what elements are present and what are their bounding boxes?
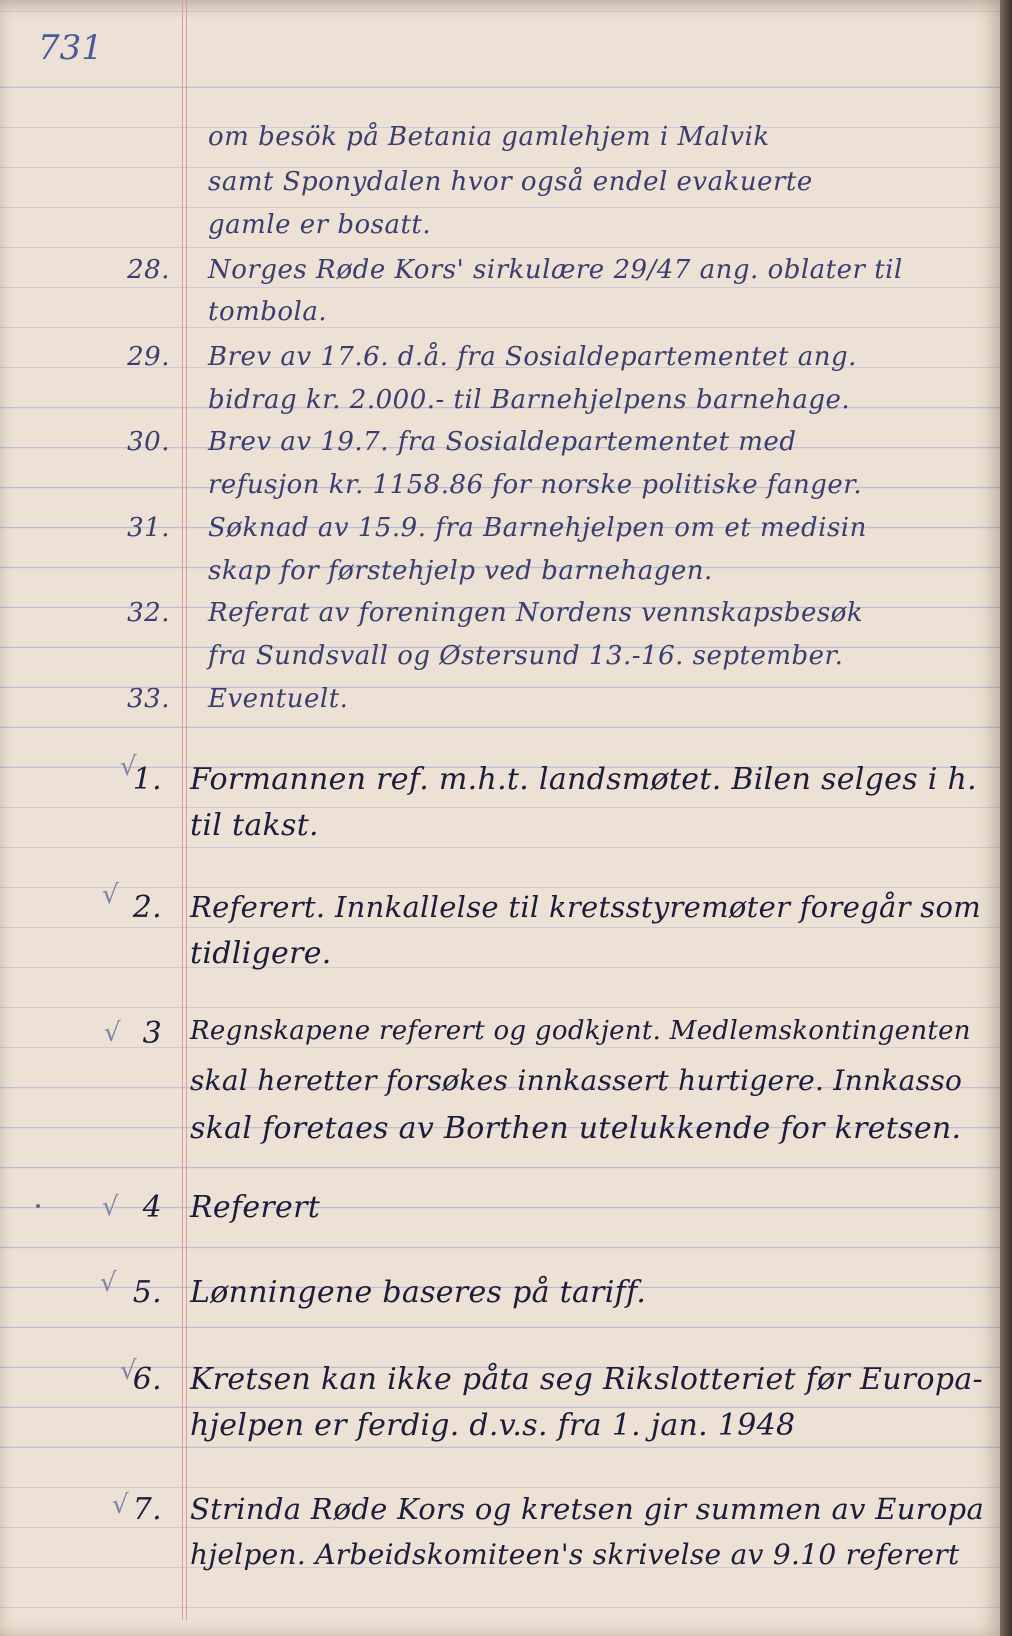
agenda-number: 29. xyxy=(127,342,170,372)
resolution-number: 7. xyxy=(132,1492,162,1527)
resolution-line: Lønningene baseres på tariff. xyxy=(190,1275,647,1310)
margin-rule xyxy=(186,0,187,1620)
check-mark: √ xyxy=(102,880,119,910)
resolution-number: 6. xyxy=(132,1362,162,1397)
resolution-number: 2. xyxy=(132,890,162,925)
continuation-line: samt Sponydalen hvor også endel evakuerte xyxy=(208,167,813,197)
continuation-line: om besök på Betania gamlehjem i Malvik xyxy=(208,122,770,152)
agenda-line: tombola. xyxy=(208,297,328,327)
agenda-number: 28. xyxy=(127,255,170,285)
resolution-line: skal foretaes av Borthen utelukkende for kretsen. xyxy=(190,1111,962,1146)
resolution-line: Formannen ref. m.h.t. landsmøtet. Bilen selges i h. xyxy=(190,762,977,797)
agenda-line: Eventuelt. xyxy=(208,684,349,714)
resolution-line: skal heretter forsøkes innkassert hurtigere. Innkasso xyxy=(190,1064,963,1097)
check-mark: √ xyxy=(102,1192,119,1222)
agenda-line: fra Sundsvall og Østersund 13.-16. september. xyxy=(208,641,844,671)
check-mark: √ xyxy=(112,1490,129,1520)
agenda-line: Brev av 19.7. fra Sosialdepartementet med xyxy=(208,427,797,457)
continuation-line: gamle er bosatt. xyxy=(208,210,432,240)
agenda-line: Brev av 17.6. d.å. fra Sosialdepartementet ang. xyxy=(208,342,857,372)
agenda-line: Referat av foreningen Nordens vennskapsbesøk xyxy=(208,598,864,628)
resolution-number: 1. xyxy=(132,762,162,797)
resolution-number: 5. xyxy=(132,1275,162,1310)
resolution-number: 4 xyxy=(142,1190,162,1225)
page-number: 731 xyxy=(38,28,103,68)
resolution-number: 3 xyxy=(142,1016,162,1051)
agenda-line: Norges Røde Kors' sirkulære 29/47 ang. oblater til xyxy=(208,255,903,285)
agenda-number: 33. xyxy=(127,684,170,714)
agenda-number: 32. xyxy=(127,598,170,628)
resolution-line: Regnskapene referert og godkjent. Medlemskontingenten xyxy=(190,1016,971,1046)
agenda-line: Søknad av 15.9. fra Barnehjelpen om et medisin xyxy=(208,513,867,543)
agenda-line: refusjon kr. 1158.86 for norske politiske fanger. xyxy=(208,470,863,500)
agenda-number: 30. xyxy=(127,427,170,457)
resolution-line: hjelpen. Arbeidskomiteen's skrivelse av 9.10 referert xyxy=(190,1538,960,1571)
ink-dot xyxy=(36,1204,40,1208)
resolution-line: Kretsen kan ikke påta seg Rikslotteriet før Europa- xyxy=(190,1362,983,1397)
check-mark: √ xyxy=(120,1356,137,1386)
check-mark: √ xyxy=(100,1268,117,1298)
agenda-line: skap for førstehjelp ved barnehagen. xyxy=(208,556,713,586)
resolution-line: til takst. xyxy=(190,808,319,843)
check-mark: √ xyxy=(120,752,137,782)
agenda-number: 31. xyxy=(127,513,170,543)
page-edge-shadow xyxy=(1000,0,1012,1636)
check-mark: √ xyxy=(104,1018,121,1048)
resolution-line: hjelpen er ferdig. d.v.s. fra 1. jan. 1948 xyxy=(190,1408,796,1443)
resolution-line: tidligere. xyxy=(190,936,332,971)
resolution-line: Referert. Innkallelse til kretsstyremøter foregår som xyxy=(190,890,982,924)
resolution-line: Strinda Røde Kors og kretsen gir summen av Europa xyxy=(190,1492,985,1526)
resolution-line: Referert xyxy=(190,1190,321,1225)
agenda-line: bidrag kr. 2.000.- til Barnehjelpens barnehage. xyxy=(208,385,851,415)
margin-rule xyxy=(182,0,183,1620)
